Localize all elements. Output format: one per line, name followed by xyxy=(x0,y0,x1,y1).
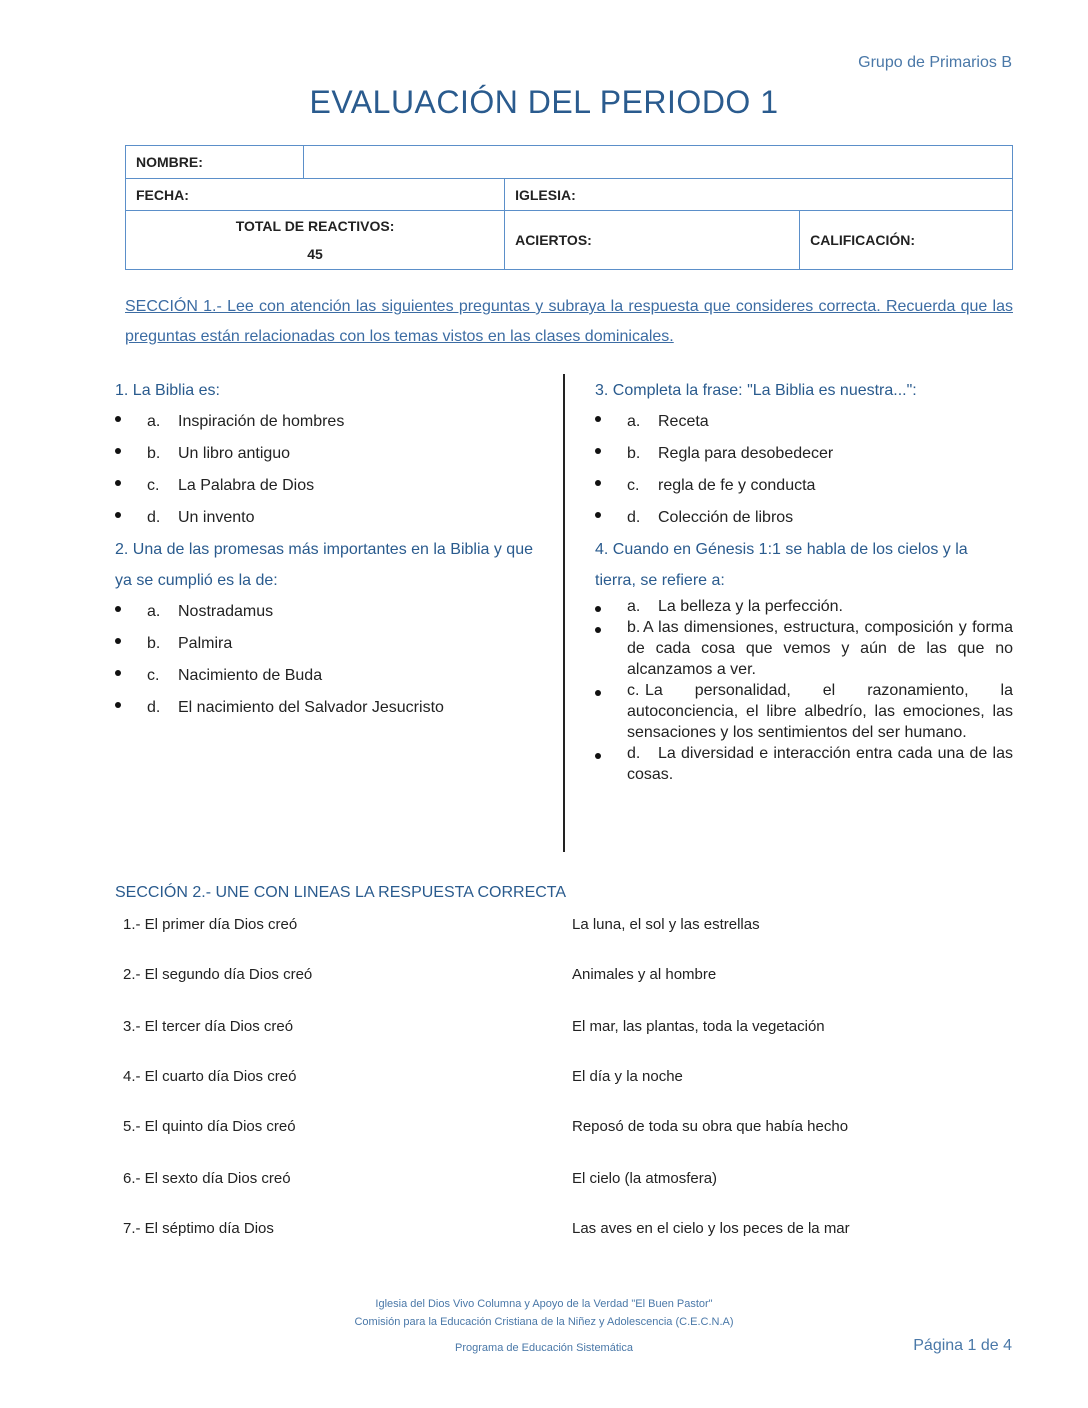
date-label: FECHA: xyxy=(126,179,505,211)
name-field[interactable] xyxy=(304,146,1013,179)
group-label: Grupo de Primarios B xyxy=(858,54,1012,71)
option[interactable]: c. Nacimiento de Buda xyxy=(115,660,535,692)
question-3: 3. Completa la frase: "La Biblia es nuestra...": xyxy=(595,382,917,399)
option[interactable]: b. Un libro antiguo xyxy=(115,438,535,470)
grade-label: CALIFICACIÓN: xyxy=(800,211,1013,270)
question-2: 2. Una de las promesas más importantes en la Biblia y que ya se cumplió es la de: xyxy=(115,541,533,589)
student-info-table xyxy=(125,145,1013,270)
match-left-item[interactable]: 3.- El tercer día Dios creó xyxy=(123,1018,294,1035)
section2-title: SECCIÓN 2.- UNE CON LINEAS LA RESPUESTA CORRECTA xyxy=(115,884,567,901)
match-left-item[interactable]: 2.- El segundo día Dios creó xyxy=(123,966,313,983)
page-title: EVALUACIÓN DEL PERIODO 1 xyxy=(309,84,779,120)
correct-label: ACIERTOS: xyxy=(505,211,800,270)
option[interactable]: a. Inspiración de hombres xyxy=(115,406,535,438)
church-label: IGLESIA: xyxy=(505,179,1013,211)
match-right-item[interactable]: Las aves en el cielo y los peces de la mar xyxy=(572,1220,850,1237)
question-1: 1. La Biblia es: xyxy=(115,382,220,399)
option[interactable]: b. Palmira xyxy=(115,628,535,660)
question-4-options xyxy=(595,596,1013,785)
match-right-item[interactable]: El mar, las plantas, toda la vegetación xyxy=(572,1018,825,1035)
option[interactable]: c. La Palabra de Dios xyxy=(115,470,535,502)
option[interactable]: a. Receta xyxy=(595,406,1013,438)
option[interactable]: d. Un invento xyxy=(115,502,535,534)
option[interactable]: a. Nostradamus xyxy=(115,596,535,628)
option[interactable]: b. Regla para desobedecer xyxy=(595,438,1013,470)
option[interactable]: d. La diversidad e interacción entra cada una de las cosas. xyxy=(595,743,1013,785)
total-cell xyxy=(126,211,505,270)
match-right-item[interactable]: Animales y al hombre xyxy=(572,966,717,983)
footer-commission: Comisión para la Educación Cristiana de la Niñez y Adolescencia (C.E.C.N.A) xyxy=(354,1316,734,1328)
footer-church: Iglesia del Dios Vivo Columna y Apoyo de la Verdad "El Buen Pastor" xyxy=(375,1298,713,1310)
footer-program: Programa de Educación Sistemática xyxy=(455,1342,633,1354)
option[interactable]: b. A las dimensiones, estructura, composición y forma de cada cosa que vemos y aún de las que no alcanzamos a ver. xyxy=(595,617,1013,680)
question-4: 4. Cuando en Génesis 1:1 se habla de los cielos y la tierra, se refiere a: xyxy=(595,541,968,589)
left-column xyxy=(115,375,535,724)
match-right-item[interactable]: El cielo (la atmosfera) xyxy=(572,1170,718,1187)
option[interactable]: d. Colección de libros xyxy=(595,502,1013,534)
match-right-item[interactable]: Reposó de toda su obra que había hecho xyxy=(572,1118,849,1135)
name-label: NOMBRE: xyxy=(126,146,304,179)
match-left-item[interactable]: 4.- El cuarto día Dios creó xyxy=(123,1068,297,1085)
option[interactable]: c. La personalidad, el razonamiento, la autoconciencia, el libre albedrío, las emociones, las sensaciones y los sentimientos del ser humano. xyxy=(595,680,1013,743)
question-2-options xyxy=(115,596,535,724)
page-number: Página 1 de 4 xyxy=(913,1337,1012,1354)
total-label: TOTAL DE REACTIVOS: xyxy=(235,218,395,234)
total-value: 45 xyxy=(307,246,323,262)
question-1-options xyxy=(115,406,535,534)
match-left-item[interactable]: 7.- El séptimo día Dios xyxy=(123,1220,274,1237)
option[interactable]: c. regla de fe y conducta xyxy=(595,470,1013,502)
question-3-options xyxy=(595,406,1013,534)
right-column xyxy=(595,375,1013,785)
match-right-item[interactable]: La luna, el sol y las estrellas xyxy=(572,916,760,933)
column-divider xyxy=(563,374,565,852)
match-right-item[interactable]: El día y la noche xyxy=(572,1068,683,1085)
match-left-item[interactable]: 5.- El quinto día Dios creó xyxy=(123,1118,296,1135)
option[interactable]: a. La belleza y la perfección. xyxy=(595,596,1013,617)
match-left-item[interactable]: 1.- El primer día Dios creó xyxy=(123,916,298,933)
match-left-item[interactable]: 6.- El sexto día Dios creó xyxy=(123,1170,291,1187)
section1-instructions: SECCIÓN 1.- Lee con atención las siguientes preguntas y subraya la respuesta que consideres correcta. Recuerda que las preguntas están relacionadas con los temas vistos en las clases dominicales. xyxy=(125,298,1013,345)
option[interactable]: d. El nacimiento del Salvador Jesucristo xyxy=(115,692,535,724)
